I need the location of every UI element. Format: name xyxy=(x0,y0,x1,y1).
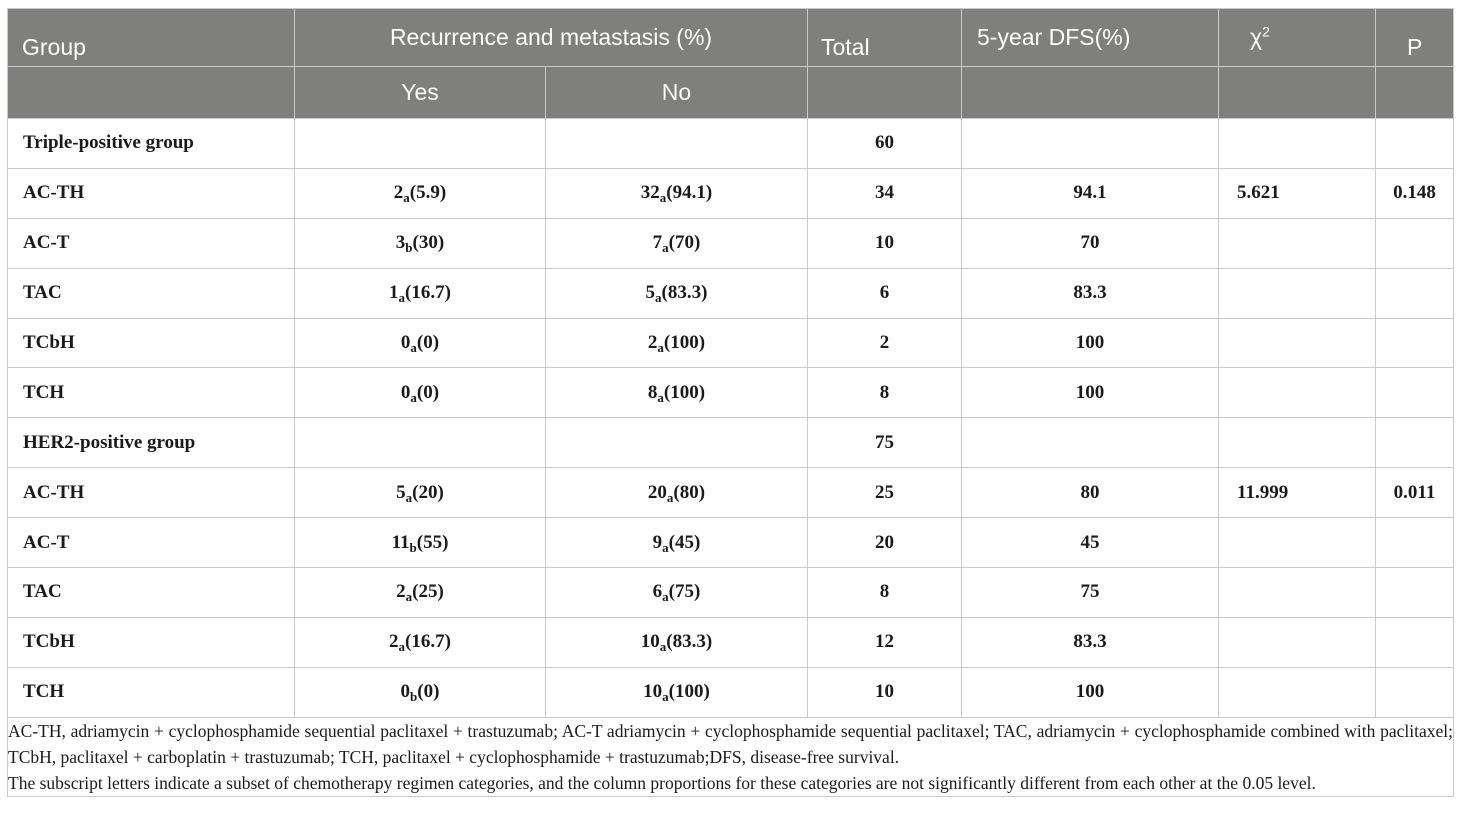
cell-chi-square xyxy=(1219,568,1376,618)
cell-no xyxy=(546,568,808,618)
no-count: 7 xyxy=(652,232,663,254)
cell-no xyxy=(546,368,808,418)
table-row xyxy=(8,468,1454,518)
yes-count: 1 xyxy=(389,282,399,304)
cell-dfs xyxy=(962,368,1219,418)
cell-dfs xyxy=(962,667,1219,717)
no-count: 9 xyxy=(652,531,663,553)
cell-group xyxy=(8,168,295,218)
cell-group xyxy=(8,418,295,468)
cell-dfs xyxy=(962,468,1219,518)
cell-group xyxy=(8,617,295,667)
cell-p xyxy=(1376,268,1454,318)
yes-count: 5 xyxy=(396,481,406,503)
cell-yes xyxy=(295,617,546,667)
cell-total xyxy=(808,667,962,717)
p-value: 0.148 xyxy=(1393,182,1436,204)
cell-group xyxy=(8,468,295,518)
dfs-value: 45 xyxy=(1080,531,1100,553)
total-value: 20 xyxy=(875,531,894,553)
no-percent: (94.1) xyxy=(666,182,713,204)
cell-dfs xyxy=(962,617,1219,667)
cell-p xyxy=(1376,568,1454,618)
group-label: TCbH xyxy=(23,332,75,353)
yes-percent: (0) xyxy=(417,681,440,703)
table-row xyxy=(8,418,1454,468)
cell-yes xyxy=(295,218,546,268)
no-count: 6 xyxy=(652,581,663,603)
yes-count: 0 xyxy=(400,381,411,403)
header-group-blank xyxy=(8,67,295,119)
total-value: 34 xyxy=(875,182,894,204)
total-value: 60 xyxy=(875,132,894,154)
yes-percent: (0) xyxy=(416,332,440,353)
table-row xyxy=(8,318,1454,368)
cell-dfs xyxy=(962,318,1219,368)
cell-no xyxy=(546,418,808,468)
dfs-value: 80 xyxy=(1080,481,1100,503)
cell-yes xyxy=(295,418,546,468)
cell-p xyxy=(1376,318,1454,368)
cell-total xyxy=(808,218,962,268)
cell-no xyxy=(546,667,808,717)
header-chi-blank xyxy=(1219,67,1376,119)
cell-yes xyxy=(295,318,546,368)
group-label: AC-T xyxy=(23,232,70,254)
yes-count: 11 xyxy=(391,531,410,553)
yes-percent: (55) xyxy=(416,531,449,553)
table-row xyxy=(8,667,1454,717)
table-footnote xyxy=(8,717,1454,796)
no-count: 10 xyxy=(640,631,660,653)
cell-yes xyxy=(295,268,546,318)
total-value: 8 xyxy=(879,581,890,603)
table-row xyxy=(8,268,1454,318)
cell-no xyxy=(546,518,808,568)
yes-percent: (20) xyxy=(412,481,444,503)
cell-no xyxy=(546,268,808,318)
total-value: 6 xyxy=(879,282,890,304)
cell-chi-square xyxy=(1219,168,1376,218)
cell-yes xyxy=(295,568,546,618)
no-percent: (80) xyxy=(673,481,706,503)
cell-chi-square xyxy=(1219,617,1376,667)
cell-dfs xyxy=(962,218,1219,268)
yes-subscript: a xyxy=(398,639,406,655)
table-row xyxy=(8,617,1454,667)
yes-percent: (16.7) xyxy=(405,282,451,304)
header-chi-square xyxy=(1219,9,1376,67)
cell-p xyxy=(1376,368,1454,418)
header-total-blank xyxy=(808,67,962,119)
yes-subscript: b xyxy=(409,539,417,555)
cell-no xyxy=(546,218,808,268)
header-dfs-blank xyxy=(962,67,1219,119)
group-label: Triple-positive group xyxy=(23,132,194,154)
cell-p xyxy=(1376,218,1454,268)
group-label: AC-T xyxy=(23,531,70,553)
dfs-value: 100 xyxy=(1075,332,1105,353)
table-row xyxy=(8,518,1454,568)
cell-yes xyxy=(295,119,546,169)
table-body xyxy=(8,119,1454,718)
chi-superscript: 2 xyxy=(1262,23,1270,40)
cell-chi-square xyxy=(1219,468,1376,518)
cell-total xyxy=(808,368,962,418)
yes-percent: (16.7) xyxy=(405,631,451,653)
total-value: 25 xyxy=(875,481,894,503)
cell-p xyxy=(1376,168,1454,218)
header-no: No xyxy=(546,67,808,119)
no-subscript: a xyxy=(655,290,662,306)
yes-percent: (30) xyxy=(412,232,445,254)
cell-no xyxy=(546,468,808,518)
yes-count: 0 xyxy=(400,332,411,353)
group-label: AC-TH xyxy=(23,182,85,204)
cell-dfs xyxy=(962,418,1219,468)
yes-count: 2 xyxy=(393,182,404,204)
cell-chi-square xyxy=(1219,518,1376,568)
total-value: 2 xyxy=(879,332,890,353)
yes-count: 0 xyxy=(400,681,411,703)
yes-percent: (0) xyxy=(416,381,440,403)
yes-subscript: a xyxy=(410,389,417,405)
cell-chi-square xyxy=(1219,318,1376,368)
total-value: 10 xyxy=(875,681,894,703)
cell-total xyxy=(808,568,962,618)
cell-total xyxy=(808,617,962,667)
total-value: 12 xyxy=(875,631,894,653)
dfs-value: 94.1 xyxy=(1073,182,1107,204)
no-count: 2 xyxy=(647,332,658,353)
cell-p xyxy=(1376,418,1454,468)
cell-no xyxy=(546,617,808,667)
total-value: 10 xyxy=(875,232,894,254)
group-label: TCbH xyxy=(23,631,75,653)
no-subscript: a xyxy=(657,389,664,405)
yes-subscript: a xyxy=(410,340,417,355)
no-count: 32 xyxy=(640,182,660,204)
group-label: AC-TH xyxy=(23,481,85,503)
cell-group xyxy=(8,218,295,268)
cell-chi-square xyxy=(1219,368,1376,418)
cell-dfs xyxy=(962,568,1219,618)
cell-chi-square xyxy=(1219,418,1376,468)
cell-group xyxy=(8,119,295,169)
no-percent: (100) xyxy=(668,681,710,703)
no-subscript: a xyxy=(662,240,669,256)
table-row xyxy=(8,168,1454,218)
no-count: 5 xyxy=(645,282,656,304)
no-subscript: a xyxy=(657,340,664,355)
chi-symbol: χ xyxy=(1250,24,1263,50)
cell-no xyxy=(546,119,808,169)
no-subscript: a xyxy=(662,589,669,605)
no-percent: (70) xyxy=(668,232,701,254)
yes-count: 2 xyxy=(396,581,406,603)
no-count: 10 xyxy=(643,681,663,703)
yes-count: 2 xyxy=(389,631,399,653)
dfs-value: 75 xyxy=(1080,581,1100,603)
cell-total xyxy=(808,168,962,218)
table-row xyxy=(8,368,1454,418)
header-total: Total xyxy=(808,9,962,67)
results-table xyxy=(7,8,1454,797)
header-group: Group xyxy=(8,9,295,67)
header-recurrence: Recurrence and metastasis (%) xyxy=(295,9,808,67)
cell-total xyxy=(808,468,962,518)
footnote-abbreviations: AC-TH, adriamycin + cyclophosphamide sequential paclitaxel + trastuzumab; AC-T adriamycin + cyclophosphamide sequential paclitaxel; TAC, adriamycin + cyclophosphamide combined with paclitaxel; TCbH, paclitaxel + carboplatin + trastuzumab; TCH, paclitaxel + cyclophosphamide + trastuzumab;DFS, disease-free survival. xyxy=(8,720,1453,767)
group-label: TCH xyxy=(23,681,65,703)
yes-subscript: a xyxy=(398,290,406,306)
total-value: 75 xyxy=(875,431,894,453)
cell-dfs xyxy=(962,119,1219,169)
group-label: TCH xyxy=(23,381,65,403)
cell-no xyxy=(546,168,808,218)
yes-subscript: a xyxy=(405,589,413,605)
dfs-value: 83.3 xyxy=(1073,282,1107,304)
cell-yes xyxy=(295,368,546,418)
yes-subscript: a xyxy=(405,489,413,505)
yes-subscript: b xyxy=(405,240,413,256)
dfs-value: 70 xyxy=(1080,232,1100,254)
cell-yes xyxy=(295,667,546,717)
header-yes: Yes xyxy=(295,67,546,119)
cell-chi-square xyxy=(1219,119,1376,169)
no-count: 8 xyxy=(647,381,658,403)
dfs-value: 100 xyxy=(1075,381,1105,403)
chi-value: 5.621 xyxy=(1237,182,1280,204)
no-percent: (83.3) xyxy=(666,631,713,653)
no-percent: (83.3) xyxy=(661,282,708,304)
cell-total xyxy=(808,318,962,368)
cell-chi-square xyxy=(1219,268,1376,318)
cell-group xyxy=(8,268,295,318)
header-p: P xyxy=(1376,9,1454,67)
cell-p xyxy=(1376,119,1454,169)
no-count: 20 xyxy=(647,481,667,503)
cell-total xyxy=(808,268,962,318)
cell-p xyxy=(1376,518,1454,568)
cell-no xyxy=(546,318,808,368)
group-label: TAC xyxy=(23,282,62,304)
cell-group xyxy=(8,518,295,568)
no-subscript: a xyxy=(666,489,674,505)
total-value: 8 xyxy=(879,381,890,403)
no-subscript: a xyxy=(659,190,667,206)
header-p-blank xyxy=(1376,67,1454,119)
cell-dfs xyxy=(962,518,1219,568)
cell-group xyxy=(8,368,295,418)
group-label: TAC xyxy=(23,581,62,603)
cell-p xyxy=(1376,468,1454,518)
cell-chi-square xyxy=(1219,667,1376,717)
yes-subscript: a xyxy=(403,190,410,206)
yes-percent: (25) xyxy=(412,581,444,603)
no-percent: (75) xyxy=(668,581,701,603)
table-row xyxy=(8,568,1454,618)
cell-p xyxy=(1376,617,1454,667)
no-percent: (45) xyxy=(668,531,701,553)
cell-yes xyxy=(295,468,546,518)
yes-subscript: b xyxy=(410,689,418,705)
table-row xyxy=(8,119,1454,169)
header-dfs: 5-year DFS(%) xyxy=(962,9,1219,67)
no-percent: (100) xyxy=(663,381,706,403)
cell-dfs xyxy=(962,168,1219,218)
group-label: HER2-positive group xyxy=(23,431,196,453)
cell-total xyxy=(808,119,962,169)
dfs-value: 100 xyxy=(1075,681,1105,703)
cell-total xyxy=(808,518,962,568)
chi-value: 11.999 xyxy=(1237,481,1289,503)
table-row xyxy=(8,218,1454,268)
cell-group xyxy=(8,667,295,717)
cell-yes xyxy=(295,518,546,568)
no-percent: (100) xyxy=(663,332,706,353)
dfs-value: 83.3 xyxy=(1073,631,1107,653)
p-value: 0.011 xyxy=(1393,481,1436,503)
cell-chi-square xyxy=(1219,218,1376,268)
footnote-subscripts: The subscript letters indicate a subset of chemotherapy regimen categories, and the column proportions for these categories are not significantly different from each other at the 0.05 level. xyxy=(8,772,1316,793)
cell-p xyxy=(1376,667,1454,717)
no-subscript: a xyxy=(662,539,669,555)
cell-dfs xyxy=(962,268,1219,318)
table-header xyxy=(8,9,1454,119)
yes-percent: (5.9) xyxy=(409,182,447,204)
yes-count: 3 xyxy=(395,232,406,254)
cell-yes xyxy=(295,168,546,218)
cell-group xyxy=(8,568,295,618)
cell-total xyxy=(808,418,962,468)
no-subscript: a xyxy=(659,639,667,655)
cell-group xyxy=(8,318,295,368)
no-subscript: a xyxy=(662,689,669,705)
